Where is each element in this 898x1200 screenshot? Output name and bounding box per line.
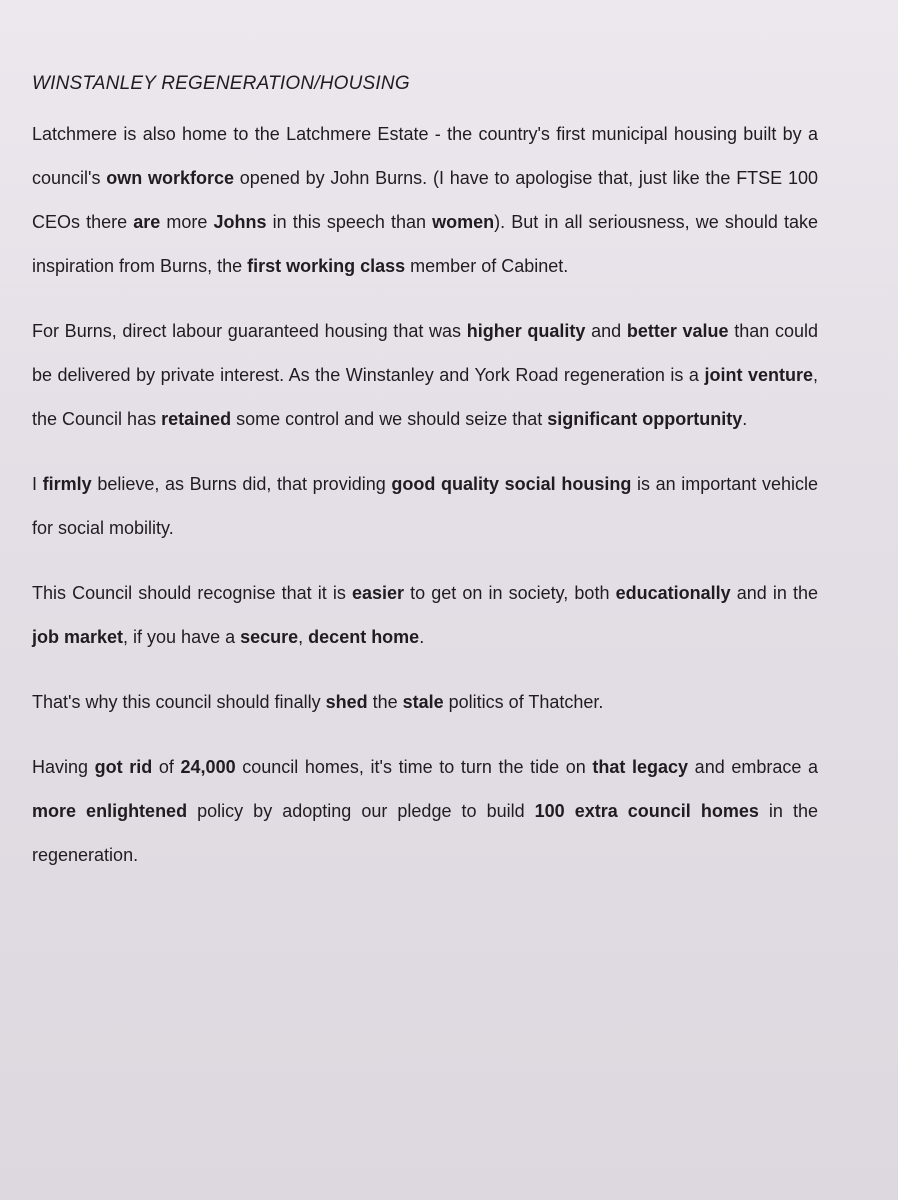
text-run: than could be delivered by private interest. As the Winstanley and York Road regeneration is a xyxy=(32,321,818,385)
bold-run: educationally xyxy=(615,583,731,603)
text-run: ). But in all seriousness, we should take inspiration from Burns, the xyxy=(32,212,818,276)
bold-run: retained xyxy=(161,409,232,429)
bold-run: women xyxy=(432,212,495,232)
paragraph-thatcher xyxy=(32,680,818,724)
text-run: That's why this council should finally xyxy=(32,692,326,712)
text-run: and embrace a xyxy=(688,757,818,777)
text-run: . xyxy=(419,627,425,647)
bold-run: Johns xyxy=(213,212,267,232)
bold-run: own workforce xyxy=(106,168,235,188)
bold-run: decent home xyxy=(308,627,420,647)
bold-run: shed xyxy=(325,692,368,712)
text-run: more xyxy=(160,212,214,232)
paragraph-latchmere xyxy=(32,112,818,288)
bold-run: easier xyxy=(351,583,404,603)
text-run: , xyxy=(298,627,309,647)
text-run: to get on in society, both xyxy=(404,583,616,603)
text-run: in this speech than xyxy=(266,212,433,232)
bold-run: job market xyxy=(32,627,124,647)
bold-run: got rid xyxy=(94,757,153,777)
text-run: Having xyxy=(32,757,95,777)
text-run: the xyxy=(367,692,403,712)
paragraph-social-mobility xyxy=(32,462,818,550)
section-heading: WINSTANLEY REGENERATION/HOUSING xyxy=(32,73,410,94)
text-run: member of Cabinet. xyxy=(405,256,569,276)
text-run: I xyxy=(32,474,43,494)
paragraph-pledge xyxy=(32,745,818,877)
bold-run: higher quality xyxy=(466,321,586,341)
bold-run: are xyxy=(133,212,161,232)
bold-run: significant opportunity xyxy=(547,409,743,429)
text-run: council homes, it's time to turn the tide on xyxy=(235,757,593,777)
text-run: and xyxy=(585,321,627,341)
bold-run: 24,000 xyxy=(180,757,236,777)
text-run: This Council should recognise that it is xyxy=(32,583,352,603)
bold-run: first working class xyxy=(247,256,406,276)
bold-run: joint venture xyxy=(704,365,813,385)
bold-run: good quality social housing xyxy=(391,474,632,494)
bold-run: firmly xyxy=(42,474,92,494)
text-run: is an important vehicle for social mobility. xyxy=(32,474,818,538)
bold-run: secure xyxy=(240,627,299,647)
bold-run: more enlightened xyxy=(32,801,188,821)
text-run: For Burns, direct labour guaranteed housing that was xyxy=(32,321,467,341)
text-run: politics of Thatcher. xyxy=(443,692,604,712)
text-run: , if you have a xyxy=(123,627,241,647)
text-run: opened by John Burns. (I have to apologise that, just like the FTSE 100 CEOs there xyxy=(32,168,818,232)
text-run: and in the xyxy=(730,583,819,603)
text-run: some control and we should seize that xyxy=(231,409,548,429)
paragraph-secure-home xyxy=(32,571,818,659)
text-run: believe, as Burns did, that providing xyxy=(91,474,392,494)
bold-run: that legacy xyxy=(592,757,689,777)
text-run: policy by adopting our pledge to build xyxy=(187,801,535,821)
text-run: in the regeneration. xyxy=(32,801,818,865)
paragraph-direct-labour xyxy=(32,309,818,441)
bold-run: 100 extra council homes xyxy=(534,801,759,821)
text-run: . xyxy=(742,409,748,429)
text-run: of xyxy=(152,757,181,777)
bold-run: better value xyxy=(626,321,729,341)
bold-run: stale xyxy=(402,692,444,712)
text-run: , the Council has xyxy=(32,365,818,429)
text-run: Latchmere is also home to the Latchmere Estate - the country's first municipal housing built by a council's xyxy=(32,124,818,188)
